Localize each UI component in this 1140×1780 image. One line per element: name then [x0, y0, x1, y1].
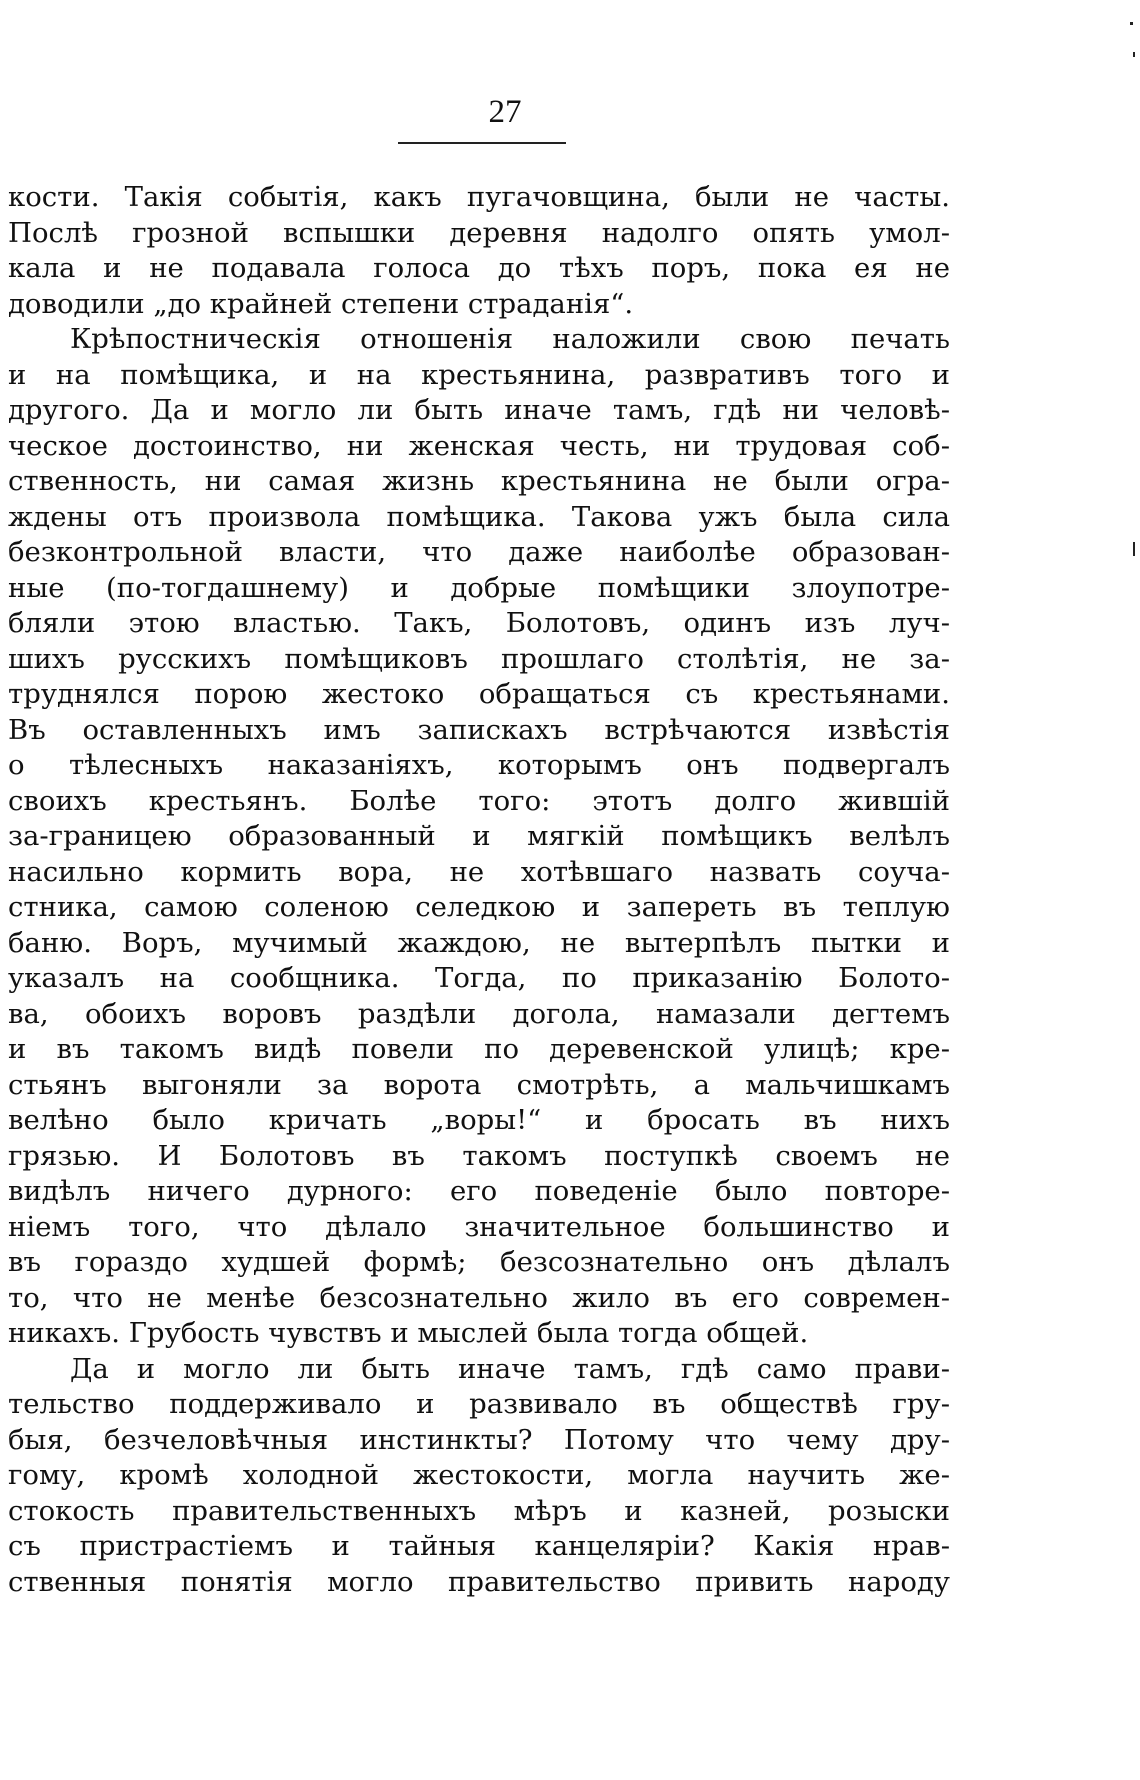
- text-line: шихъ русскихъ помѣщиковъ прошлаго столѣтія, не за-: [8, 642, 950, 675]
- scan-edge-mark: [1133, 542, 1135, 556]
- text-line: ственность, ни самая жизнь крестьянина не были огра-: [8, 465, 950, 497]
- text-line: ва, обоихъ воровъ раздѣли догола, намазали дегтемъ: [8, 997, 950, 1030]
- text-line: о тѣлесныхъ наказаніяхъ, которымъ онъ подвергалъ: [8, 749, 950, 781]
- scan-edge-mark: [1133, 52, 1135, 57]
- scan-edge-mark: [1130, 22, 1133, 25]
- text-line: и въ такомъ видѣ повели по деревенской улицѣ; кре-: [8, 1033, 950, 1065]
- text-line: велѣно было кричать „воры!“ и бросать въ нихъ: [8, 1104, 950, 1136]
- body-text: [8, 180, 950, 1600]
- text-line: бляли этою властью. Такъ, Болотовъ, одинъ изъ луч-: [8, 607, 950, 639]
- text-line: ные (по-тогдашнему) и добрые помѣщики злоупотре-: [8, 571, 950, 604]
- text-line: ждены отъ произвола помѣщика. Такова ужъ была сила: [8, 500, 950, 533]
- text-line: и на помѣщика, и на крестьянина, развративъ того и: [8, 358, 950, 391]
- text-line: безконтрольной власти, что даже наиболѣе образован-: [8, 536, 950, 568]
- text-line: съ пристрастіемъ и тайныя канцеляріи? Какія нрав-: [8, 1530, 950, 1562]
- paragraph: [8, 180, 950, 322]
- text-line: указалъ на сообщника. Тогда, по приказанію Болото-: [8, 962, 950, 994]
- page-number: 27: [488, 94, 522, 130]
- text-line: стника, самою соленою селедкою и запереть въ теплую: [8, 891, 950, 923]
- text-line: въ гораздо худшей формѣ; безсознательно онъ дѣлалъ: [8, 1246, 950, 1278]
- header-rule: [398, 142, 566, 144]
- text-line: ственныя понятія могло правительство привить народу: [8, 1565, 950, 1598]
- text-line: другого. Да и могло ли быть иначе тамъ, гдѣ ни человѣ-: [8, 394, 950, 426]
- text-line: быя, безчеловѣчныя инстинкты? Потому что чему дру-: [8, 1423, 950, 1456]
- text-line: насильно кормить вора, не хотѣвшаго назвать соуча-: [8, 855, 950, 888]
- text-line: за-границею образованный и мягкій помѣщикъ велѣлъ: [8, 820, 950, 852]
- text-line: баню. Воръ, мучимый жаждою, не вытерпѣлъ пытки и: [8, 926, 950, 959]
- text-line: труднялся порою жестоко обращаться съ крестьянами.: [8, 678, 950, 710]
- text-line: гому, кромѣ холодной жестокости, могла научить же-: [8, 1459, 950, 1491]
- text-line: никахъ. Грубость чувствъ и мыслей была тогда общей.: [8, 1317, 809, 1349]
- paragraph: [8, 1352, 950, 1601]
- paragraph: [8, 322, 950, 1352]
- text-line: Въ оставленныхъ имъ запискахъ встрѣчаются извѣстія: [8, 713, 950, 746]
- text-line: то, что не менѣе безсознательно жило въ его современ-: [8, 1281, 950, 1314]
- text-line: ніемъ того, что дѣлало значительное большинство и: [8, 1210, 950, 1243]
- text-line: грязью. И Болотовъ въ такомъ поступкѣ своемъ не: [8, 1139, 950, 1172]
- text-line: Крѣпостническія отношенія наложили свою печать: [70, 323, 950, 355]
- text-line: доводили „до крайней степени страданія“.: [8, 287, 634, 320]
- text-line: стьянъ выгоняли за ворота смотрѣть, а мальчишкамъ: [8, 1068, 950, 1101]
- text-line: тельство поддерживало и развивало въ обществѣ гру-: [8, 1388, 950, 1420]
- text-line: кала и не подавала голоса до тѣхъ поръ, пока ея не: [8, 252, 950, 284]
- text-line: Да и могло ли быть иначе тамъ, гдѣ само прави-: [70, 1352, 950, 1385]
- text-line: Послѣ грозной вспышки деревня надолго опять умол-: [8, 216, 950, 249]
- text-line: ческое достоинство, ни женская честь, ни трудовая соб-: [8, 429, 950, 462]
- text-line: кости. Такія событія, какъ пугачовщина, были не часты.: [8, 181, 950, 213]
- text-line: видѣлъ ничего дурного: его поведеніе было повторе-: [8, 1175, 950, 1207]
- text-line: своихъ крестьянъ. Болѣе того: этотъ долго жившій: [8, 784, 950, 817]
- text-line: стокость правительственныхъ мѣръ и казней, розыски: [8, 1494, 950, 1527]
